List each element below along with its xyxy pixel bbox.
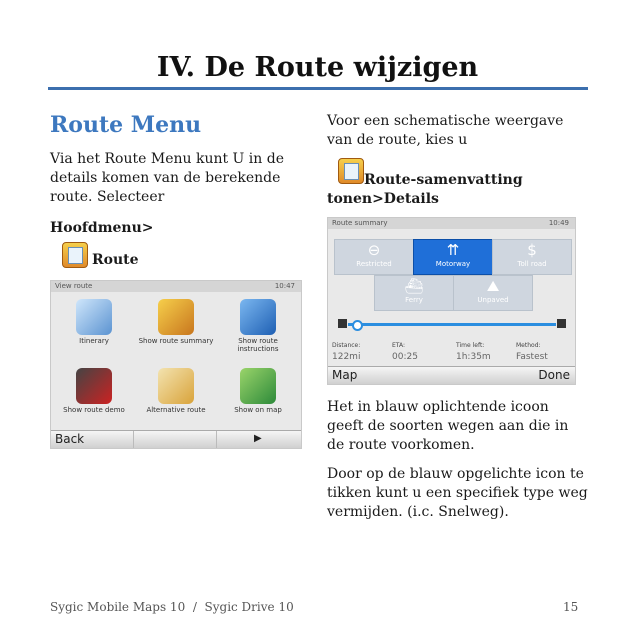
right-intro: Voor een schematische weergave van de route, kies u	[327, 113, 564, 148]
status-bar	[328, 218, 575, 229]
timeleft-value: 1h:35m	[456, 352, 491, 362]
screen-bottom-bar	[51, 430, 301, 448]
divider	[133, 431, 134, 448]
toll-road-icon: $	[527, 241, 537, 259]
summary-label-1: Route-samenvatting	[364, 172, 523, 188]
eta-label: ETA:	[392, 342, 406, 349]
tile-show-on-map[interactable]: Show on map	[219, 368, 297, 414]
back-button[interactable]: Back	[55, 432, 85, 446]
footer-text: Sygic Mobile Maps 10 / Sygic Drive 10	[50, 600, 294, 614]
clock: 10:49	[548, 219, 569, 227]
itinerary-icon	[76, 299, 112, 335]
route-summary-icon	[338, 158, 364, 184]
method-label: Method:	[516, 342, 541, 349]
option-ferry[interactable]: ⛴ Ferry	[374, 275, 454, 311]
route-icon	[62, 242, 88, 268]
distance-label: Distance:	[332, 342, 361, 349]
option-toll-road[interactable]: $ Toll road	[492, 239, 572, 275]
ferry-icon: ⛴	[404, 277, 424, 295]
right-para-2: Door op de blauw opgelichte icon te tikken kunt u een specifiek type weg vermijden. (i.c. Snelweg).	[327, 466, 588, 520]
divider	[216, 431, 217, 448]
eta-value: 00:25	[392, 352, 418, 362]
summary-label-2: tonen>Details	[327, 191, 439, 207]
unpaved-icon: ⛰	[486, 277, 500, 295]
show-on-map-icon	[240, 368, 276, 404]
tile-itinerary[interactable]: Itinerary	[55, 299, 133, 345]
option-unpaved[interactable]: ⛰ Unpaved	[453, 275, 533, 311]
status-bar	[51, 281, 301, 292]
route-progress-track	[338, 319, 566, 329]
screen-bottom-bar	[328, 366, 575, 384]
route-instructions-icon	[240, 299, 276, 335]
progress-line	[348, 323, 556, 326]
screen-title: View route	[55, 282, 93, 290]
tile-route-instructions[interactable]: Show route instructions	[219, 299, 297, 353]
chapter-title: IV. De Route wijzigen	[156, 52, 479, 83]
done-button[interactable]: Done	[538, 368, 570, 382]
left-intro: Via het Route Menu kunt U in de details komen van de berekende route. Selecteer	[50, 151, 285, 205]
restricted-icon: ⊖	[367, 241, 381, 259]
start-flag-icon	[338, 319, 347, 328]
route-summary-icon	[158, 299, 194, 335]
section-title: Route Menu	[50, 112, 202, 138]
route-demo-icon	[76, 368, 112, 404]
play-icon[interactable]: ▶	[254, 433, 262, 444]
finish-flag-icon	[557, 319, 566, 328]
map-button[interactable]: Map	[332, 368, 358, 382]
hoofdmenu-label: Hoofdmenu>	[50, 220, 154, 236]
method-value: Fastest	[516, 352, 548, 362]
distance-value: 122mi	[332, 352, 361, 362]
tile-route-demo[interactable]: Show route demo	[55, 368, 133, 414]
route-label: Route	[92, 252, 139, 268]
view-route-screenshot	[50, 280, 302, 449]
alternative-route-icon	[158, 368, 194, 404]
tile-route-summary[interactable]: Show route summary	[137, 299, 215, 345]
position-dot	[352, 320, 363, 331]
option-motorway[interactable]: ⇈ Motorway	[413, 239, 493, 275]
option-restricted[interactable]: ⊖ Restricted	[334, 239, 414, 275]
title-rule	[48, 87, 588, 90]
timeleft-label: Time left:	[456, 342, 485, 349]
motorway-icon: ⇈	[446, 241, 460, 259]
page-number: 15	[563, 600, 579, 614]
screen-title: Route summary	[332, 219, 388, 227]
right-para-1: Het in blauw oplichtende icoon geeft de soorten wegen aan die in de route voorkomen.	[327, 399, 569, 453]
clock: 10:47	[274, 282, 295, 290]
route-summary-screenshot	[327, 217, 576, 385]
tile-alternative-route[interactable]: Alternative route	[137, 368, 215, 414]
